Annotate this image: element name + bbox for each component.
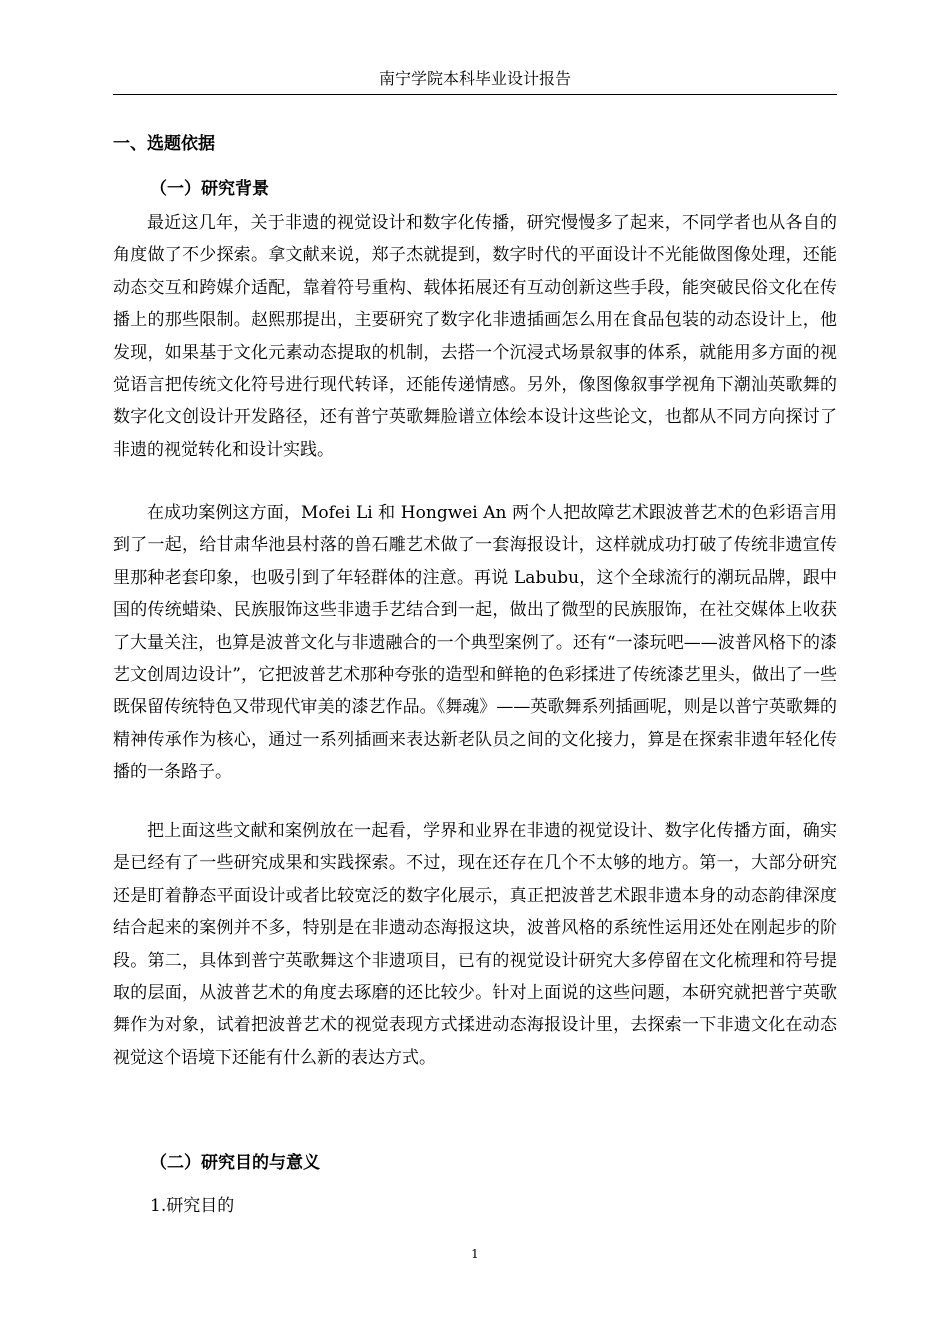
subsection-heading-background: （一）研究背景 — [150, 179, 269, 199]
purpose-item: 1.研究目的 — [150, 1196, 235, 1216]
paragraph-literature: 最近这几年，关于非遗的视觉设计和数字化传播，研究慢慢多了起来，不同学者也从各自的角度做了不少探索。拿文献来说，郑子杰就提到，数字时代的平面设计不光能做图像处理，还能动态交互和跨媒介适配，靠着符号重构、载体拓展还有互动创新这些手段，能突破民俗文化在传播上的那些限制。赵熙那提出，主要研究了数字化非遗插画怎么用在食品包装的动态设计上，他发现，如果基于文化元素动态提取的机制，去搭一个沉浸式场景叙事的体系，就能用多方面的视觉语言把传统文化符号进行现代转译，还能传递情感。另外，像图像叙事学视角下潮汕英歌舞的数字化文创设计开发路径，还有普宁英歌舞脸谱立体绘本设计这些论文，也都从不同方向探讨了非遗的视觉转化和设计实践。 — [113, 213, 837, 460]
paragraph-cases: 在成功案例这方面，Mofei Li 和 Hongwei An 两个人把故障艺术跟波普艺术的色彩语言用到了一起，给甘肃华池县村落的兽石雕艺术做了一套海报设计，这样就成功打破了传统非遗宣传里那种老套印象，也吸引到了年轻群体的注意。再说 Labubu，这个全球流行的潮玩品牌，跟中国的传统蜡染、民族服饰这些非遗手艺结合到一起，做出了微型的民族服饰，在社交媒体上收获了大量关注，也算是波普文化与非遗融合的一个典型案例了。还有“一漆玩吧——波普风格下的漆艺文创周边设计”，它把波普艺术那种夸张的造型和鲜艳的色彩揉进了传统漆艺里头，做出了一些既保留传统特色又带现代审美的漆艺作品。《舞魂》——英歌舞系列插画呢，则是以普宁英歌舞的精神传承作为核心，通过一系列插画来表达新老队员之间的文化接力，算是在探索非遗年轻化传播的一条路子。 — [113, 503, 837, 783]
page-header: 南宁学院本科毕业设计报告 — [113, 66, 837, 95]
paragraph-summary: 把上面这些文献和案例放在一起看，学界和业界在非遗的视觉设计、数字化传播方面，确实是已经有了一些研究成果和实践探索。不过，现在还存在几个不太够的地方。第一，大部分研究还是盯着静态平面设计或者比较宽泛的数字化展示，真正把波普艺术跟非遗本身的动态韵律深度结合起来的案例并不多，特别是在非遗动态海报这块，波普风格的系统性运用还处在刚起步的阶段。第二，具体到普宁英歌舞这个非遗项目，已有的视觉设计研究大多停留在文化梳理和符号提取的层面，从波普艺术的角度去琢磨的还比较少。针对上面说的这些问题，本研究就把普宁英歌舞作为对象，试着把波普艺术的视觉表现方式揉进动态海报设计里，去探索一下非遗文化在动态视觉这个语境下还能有什么新的表达方式。 — [113, 821, 837, 1068]
section-heading: 一、选题依据 — [113, 134, 215, 154]
subsection-heading-purpose: （二）研究目的与意义 — [150, 1153, 320, 1173]
page-number: 1 — [471, 1247, 479, 1261]
